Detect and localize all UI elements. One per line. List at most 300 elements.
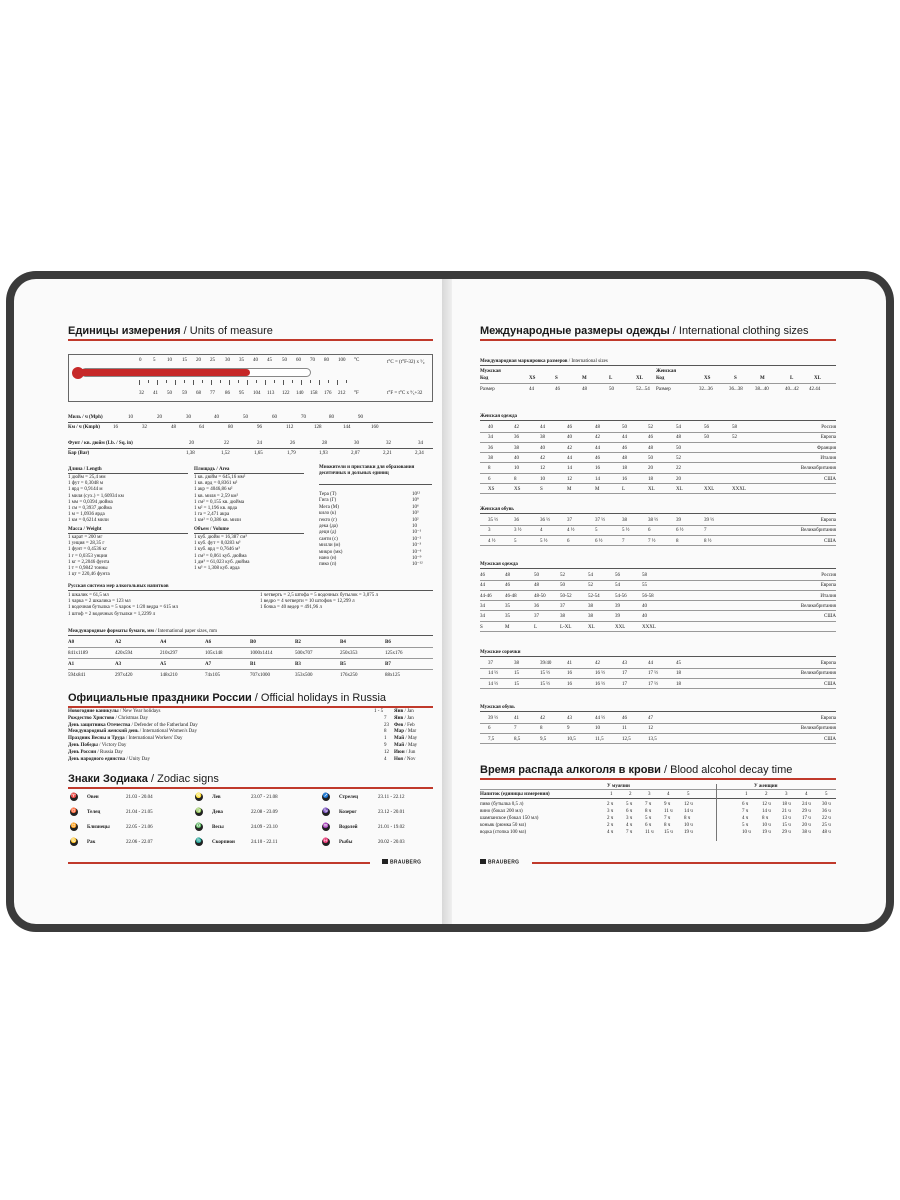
paper-format-name: B4 xyxy=(340,640,346,645)
fahrenheit-tick-label: 113 xyxy=(267,391,275,396)
length-title: Длина / Length xyxy=(68,467,102,472)
women_clothes-region: Италия xyxy=(820,455,836,461)
zodiac-sign-dates: 24.09 - 23.10 xyxy=(251,825,278,830)
thermometer-scale-tick xyxy=(283,380,284,385)
men_shirts-row-sep xyxy=(480,668,836,669)
alcohol-item: 1 ведро = 4 четверти = 10 штофов = 12,299 л xyxy=(260,599,355,605)
women_clothes-row-sep xyxy=(480,493,836,494)
men_shoes-cell: 42 xyxy=(540,716,545,721)
fahrenheit-tick-label: 212 xyxy=(338,391,346,396)
holiday-row xyxy=(68,716,148,721)
women_clothes-cell: 10 xyxy=(540,476,545,482)
prefix-name: нано (н) xyxy=(319,556,337,561)
holiday-month xyxy=(394,750,415,755)
women_clothes-row-sep xyxy=(480,442,836,443)
men_shirts-cell: 42 xyxy=(595,661,600,666)
men_shoes-cell: 46 xyxy=(622,716,627,721)
zodiac-sign-dates: 22.05 - 21.06 xyxy=(126,825,153,830)
paper-format-size: 210x297 xyxy=(160,651,178,656)
men_clothes-cell: 34 xyxy=(480,603,485,609)
holiday-row xyxy=(68,723,198,728)
women_clothes-cell: 38 xyxy=(540,435,545,441)
decay-men-value: 7 ч xyxy=(645,802,652,807)
mass-item: 1 т = 0,9842 тонны xyxy=(68,566,108,571)
men_clothes-title: Мужская одежда xyxy=(480,562,518,567)
prefix-name: пико (п) xyxy=(319,562,337,568)
women_clothes-row-sep xyxy=(480,432,836,433)
women_clothes-cell: 22 xyxy=(676,466,681,472)
celsius-tick-label: 0 xyxy=(139,358,142,363)
intl-men-code: L xyxy=(609,376,613,381)
paper-row-rule xyxy=(68,669,433,670)
zodiac-sign-dates: 21.03 - 20.04 xyxy=(126,795,153,800)
volume-title: Объем / Volume xyxy=(194,527,229,532)
men_clothes-cell: 56-58 xyxy=(642,593,654,599)
men_shoes-row-sep xyxy=(480,743,836,744)
paper-format-name: A0 xyxy=(68,640,75,645)
holiday-name: Международный женский день xyxy=(68,729,139,735)
paper-format-name: B3 xyxy=(295,662,301,667)
women_clothes-cell: 38 xyxy=(514,445,519,451)
men_clothes-cell: XXXL xyxy=(642,624,656,630)
area-item: 1 кв. дюйм = 645,16 мм² xyxy=(194,475,246,480)
men_shirts-cell: 16 xyxy=(567,671,572,677)
decay-women-value: 12 ч xyxy=(762,802,771,807)
pressure-bar-value: 1,38 xyxy=(186,451,195,456)
men_clothes-cell: 58 xyxy=(642,573,647,578)
decay-women-value: 38 ч xyxy=(802,830,811,835)
paper-format-name: A4 xyxy=(160,640,167,645)
intl-men-size: 46 xyxy=(555,387,560,392)
men_clothes-row-sep xyxy=(480,600,836,601)
prefix-factor: 10⁻⁶ xyxy=(412,549,422,555)
decay-women-kg: 4 xyxy=(805,792,808,797)
thermometer-scale-tick xyxy=(166,380,167,383)
pressure-bar-value: 2,21 xyxy=(383,451,392,456)
men_shoes-cell: 44 ½ xyxy=(595,716,605,721)
holiday-month xyxy=(394,757,416,762)
mass-item: 1 г = 0,0353 унции xyxy=(68,553,108,559)
thermometer-scale-tick xyxy=(148,380,149,383)
intl-women-size: 40...42 xyxy=(785,387,799,392)
women_clothes-region: Франция xyxy=(817,445,836,451)
men_shoes-row-sep xyxy=(480,733,836,734)
speed-kmph-value: 128 xyxy=(314,425,322,430)
women_clothes-cell: 50 xyxy=(676,445,681,451)
volume-item: 1 см³ = 0,061 куб. дюйма xyxy=(194,553,247,559)
mass-item: 1 цт = 220,46 фунта xyxy=(68,572,110,578)
decay-men-value: 15 ч xyxy=(664,830,673,835)
paper-format-size: 1000x1414 xyxy=(250,651,273,656)
pressure-psi-value: 32 xyxy=(386,441,391,446)
men_shoes-cell: 10 xyxy=(595,726,600,732)
men_clothes-cell: 37 xyxy=(560,603,565,609)
women_shoes-region: Великобритания xyxy=(800,528,836,534)
holiday-row xyxy=(68,750,123,755)
speed-kmph-value: 112 xyxy=(286,425,294,430)
thermometer-scale-tick xyxy=(274,380,275,383)
women_shoes-cell: 5 ½ xyxy=(622,528,630,534)
decay-sep-top xyxy=(480,789,836,790)
women_shoes-region: Европа xyxy=(820,518,836,523)
pressure-psi-value: 28 xyxy=(322,441,327,446)
men_clothes-row-sep xyxy=(480,590,836,591)
alcohol-item: 1 штоф = 2 водочных бутылки = 1,2299 л xyxy=(68,611,156,617)
zodiac-sign-dates: 23.11 - 22.12 xyxy=(378,795,405,800)
decay-men-kg: 3 xyxy=(648,792,651,797)
holiday-name-en: / Christmas Day xyxy=(114,715,149,721)
women_clothes-cell: 34 xyxy=(488,435,493,441)
women_clothes-cell: 16 xyxy=(622,476,627,482)
paper-title xyxy=(68,629,217,634)
holiday-day: 12 xyxy=(384,749,389,755)
women_clothes-cell: 46 xyxy=(567,425,572,430)
men_shirts-cell: 14 ½ xyxy=(488,671,498,677)
men_shirts-rule xyxy=(480,656,836,657)
alcohol-item: 1 четверть = 2,5 штофа = 5 водочных бутылок = 3,075 л xyxy=(260,593,378,598)
decay-title-ru: Время распада алкоголя в крови xyxy=(480,764,661,776)
notebook-cover xyxy=(6,271,894,932)
units-title-rule xyxy=(68,339,433,341)
thermometer-bulb xyxy=(72,367,84,379)
decay-men-value: 2 ч xyxy=(607,816,614,821)
decay-men-value: 2 ч xyxy=(607,823,614,828)
men_shoes-cell: 9,5 xyxy=(540,736,547,742)
women_shoes-cell: 4 ½ xyxy=(567,528,575,534)
fahrenheit-tick-label: 32 xyxy=(139,391,144,396)
women_clothes-row-sep xyxy=(480,462,836,463)
holiday-name-en: / International Workers' Day xyxy=(124,736,183,742)
decay-women-kg: 2 xyxy=(765,792,768,797)
intl-women-size: 36...38 xyxy=(729,387,743,392)
men_shoes-rule xyxy=(480,711,836,712)
zodiac-sign-name: Стрелец xyxy=(339,795,358,800)
decay-rule xyxy=(480,778,836,780)
thermometer-scale-tick xyxy=(139,380,140,385)
holiday-name: День народного единства xyxy=(68,756,126,762)
thermometer-scale-tick xyxy=(310,380,311,383)
speed-kmph-value: 16 xyxy=(113,425,118,430)
thermometer-scale-tick xyxy=(229,380,230,385)
holiday-month xyxy=(394,743,417,748)
men_shoes-cell: 6 xyxy=(488,726,491,732)
women_clothes-cell: 18 xyxy=(648,476,653,482)
zodiac-sign-name: Близнецы xyxy=(87,825,110,830)
decay-men-value: 7 ч xyxy=(626,830,633,835)
celsius-tick-label: 40 xyxy=(253,358,258,363)
prefix-name: Мега (М) xyxy=(319,504,339,510)
area-item: 1 м² = 1,196 кв. ярда xyxy=(194,506,238,511)
holiday-month-en: / May xyxy=(404,736,418,742)
decay-women-value: 22 ч xyxy=(822,816,831,821)
zodiac-sign-name: Рак xyxy=(87,840,96,845)
speed-mph-value: 60 xyxy=(272,415,277,420)
holiday-month-en: / Feb xyxy=(403,722,415,728)
speed-mph-value: 40 xyxy=(214,415,219,420)
paper-format-size: 707x1000 xyxy=(250,673,270,678)
women_clothes-cell: 10 xyxy=(514,466,519,472)
pressure-label-psi: Фунт / кв. дюйм (Lb. / Sq. in) xyxy=(68,441,133,446)
decay-women-value: 25 ч xyxy=(822,823,831,828)
speed-rule xyxy=(68,422,433,423)
decay-women-value: 13 ч xyxy=(782,816,791,821)
volume-item: 1 дм³ = 61,023 куб. дюйма xyxy=(194,559,250,565)
holiday-month xyxy=(394,709,414,714)
decay-women-value: 5 ч xyxy=(742,823,749,828)
decay-men-value: 2 ч xyxy=(607,802,614,807)
holiday-name-en: / New Year holidays xyxy=(118,709,161,714)
women_clothes-cell: 44 xyxy=(540,425,545,430)
zodiac-sign-icon: ♏ xyxy=(195,839,203,844)
zodiac-sign-name: Козерог xyxy=(339,810,357,815)
pressure-psi-value: 34 xyxy=(418,441,423,446)
decay-women-value: 36 ч xyxy=(822,809,831,814)
prefix-title: Множители и приставки для образования десятичных и дольных единиц xyxy=(319,465,415,477)
decay-men-value: 5 ч xyxy=(645,816,652,821)
zodiac-sign-dates: 23.12 - 20.01 xyxy=(378,810,405,815)
fahrenheit-tick-label: 140 xyxy=(296,391,304,396)
zodiac-sign-icon: ♓ xyxy=(322,839,330,844)
men_clothes-cell: 40 xyxy=(642,603,647,609)
intl-women-code: XS xyxy=(704,376,711,381)
holidays-title-ru: Официальные праздники России xyxy=(68,692,252,704)
zodiac-sign-icon: ♊ xyxy=(70,824,78,829)
men_shoes-cell: 11 xyxy=(622,726,627,732)
women_shoes-cell: 6 xyxy=(648,528,651,534)
alcohol-item: 1 чарка = 2 шкалика = 123 мл xyxy=(68,599,131,605)
decay-women-kg: 5 xyxy=(825,792,828,797)
women_clothes-cell: 48 xyxy=(622,455,627,461)
zodiac-sign-name: Телец xyxy=(87,810,101,815)
women_clothes-cell: 20 xyxy=(676,476,681,482)
volume-item: 1 куб. фут = 0,0283 м³ xyxy=(194,541,241,547)
women_clothes-cell: 46 xyxy=(595,455,600,461)
decay-women-value: 10 ч xyxy=(762,823,771,828)
area-item: 1 акр = 4046,86 м² xyxy=(194,487,233,493)
women_clothes-cell: 38 xyxy=(488,455,493,461)
decay-women-kg: 3 xyxy=(785,792,788,797)
speed-mph-value: 30 xyxy=(186,415,191,420)
men_shoes-cell: 12 xyxy=(648,726,653,732)
women_shoes-cell: 37 ½ xyxy=(595,518,605,523)
women_clothes-cell: XXXL xyxy=(732,486,746,492)
holiday-month-ru: Ноя xyxy=(394,756,403,762)
decay-men-value: 4 ч xyxy=(607,830,614,835)
men_shoes-cell: 39 ½ xyxy=(488,716,498,721)
decay-women-value: 30 ч xyxy=(822,802,831,807)
men_clothes-row-sep xyxy=(480,621,836,622)
men_clothes-cell: 54 xyxy=(615,583,620,589)
alcohol-rule xyxy=(68,590,433,591)
women_clothes-cell: 42 xyxy=(540,455,545,461)
speed-mph-value: 20 xyxy=(157,415,162,420)
men_shoes-cell: 8,5 xyxy=(514,736,521,742)
women_shoes-cell: 3 ½ xyxy=(514,528,522,534)
women_shoes-cell: 8 ½ xyxy=(704,538,712,544)
zodiac-sign-icon: ♒ xyxy=(322,824,330,829)
decay-women-value: 20 ч xyxy=(802,823,811,828)
decay-men-kg: 1 xyxy=(610,792,613,797)
men_shirts-cell: 17 ½ xyxy=(648,681,658,687)
zodiac-title xyxy=(68,773,219,785)
brand-logo-left: BRAUBERG xyxy=(382,859,421,866)
intl-men-size: 44 xyxy=(529,387,534,392)
decay-women-value: 21 ч xyxy=(782,809,791,814)
women_shoes-cell: 38 xyxy=(622,518,627,523)
men_clothes-cell: 38 xyxy=(588,614,593,620)
holiday-month-en: / Jan xyxy=(403,715,414,721)
pressure-psi-value: 30 xyxy=(354,441,359,446)
men_clothes-cell: 52 xyxy=(560,573,565,578)
women_shoes-cell: 38 ½ xyxy=(648,518,658,523)
intl-women-size: 32...36 xyxy=(699,387,713,392)
women_clothes-cell: 14 xyxy=(567,466,572,472)
men_shoes-region: Европа xyxy=(820,716,836,721)
intl-women-code: S xyxy=(734,376,737,381)
thermometer-scale-tick xyxy=(220,380,221,383)
women_shoes-cell: 5 xyxy=(595,528,598,534)
women_clothes-cell: 44 xyxy=(622,435,627,441)
women_clothes-cell: 44 xyxy=(595,445,600,451)
decay-drink: пиво (бутылка 0,5 л) xyxy=(480,802,524,807)
women_clothes-cell: 52 xyxy=(648,425,653,430)
men_shirts-region: Великобритания xyxy=(800,671,836,677)
men_clothes-cell: 50 xyxy=(560,583,565,589)
men_clothes-cell: 46 xyxy=(480,573,485,578)
thermometer-scale-tick xyxy=(328,380,329,383)
men_clothes-cell: 38 xyxy=(560,614,565,620)
prefix-factor: 10⁹ xyxy=(412,498,419,504)
decay-women-value: 19 ч xyxy=(762,830,771,835)
men_clothes-cell: 48 xyxy=(534,583,539,589)
men_clothes-cell: 50-52 xyxy=(560,593,572,599)
zodiac-sign-icon: ♎ xyxy=(195,824,203,829)
decay-women-value: 48 ч xyxy=(822,830,831,835)
holidays-title xyxy=(68,692,386,704)
holiday-month-ru: Фев xyxy=(394,722,404,728)
prefix-name: милли (м) xyxy=(319,543,341,549)
women_clothes-cell: 16 xyxy=(595,466,600,472)
men_clothes-cell: S xyxy=(480,624,483,630)
speed-mph-value: 70 xyxy=(301,415,306,420)
intl-head-size: Размер xyxy=(480,387,495,392)
paper-rule xyxy=(68,635,433,636)
holiday-name: Праздник Весны и Труда xyxy=(68,736,125,742)
intl-women-size: 42.44 xyxy=(809,387,821,392)
formula-fahrenheit: t°F = t°C x ⁹⁄₅+32 xyxy=(387,391,423,396)
holiday-month-ru: Май xyxy=(394,743,405,748)
men_shirts-cell: 15 xyxy=(514,681,519,687)
decay-men-value: 8 ч xyxy=(664,823,671,828)
women_shoes-title: Женская обувь xyxy=(480,507,514,512)
thermometer-scale-tick xyxy=(292,380,293,383)
men_clothes-region: Россия xyxy=(821,573,836,578)
paper-format-name: B0 xyxy=(250,640,256,645)
pressure-bar-value: 1,65 xyxy=(254,451,263,456)
women_shoes-cell: 6 ½ xyxy=(676,528,684,534)
decay-men-value: 7 ч xyxy=(664,816,671,821)
women_clothes-cell: XL xyxy=(676,486,683,492)
decay-men-value: 6 ч xyxy=(645,823,652,828)
men_shirts-cell: 15 ½ xyxy=(540,671,550,677)
decay-women-label: У женщин xyxy=(754,784,778,789)
zodiac-sign-name: Рыбы xyxy=(339,840,353,845)
holiday-name-en: / International Women's Day xyxy=(138,729,197,735)
celsius-tick-label: 20 xyxy=(196,358,201,363)
decay-men-kg: 2 xyxy=(629,792,632,797)
men_clothes-region: Великобритания xyxy=(800,603,836,609)
holiday-name: День России xyxy=(68,749,97,755)
holiday-month-ru: Июн xyxy=(394,749,405,755)
clothing-title-en: / International clothing sizes xyxy=(669,325,809,337)
decay-men-value: 14 ч xyxy=(684,809,693,814)
zodiac-sign-icon: ♍ xyxy=(195,809,203,814)
women_clothes-region: Россия xyxy=(821,425,836,430)
men_clothes-region: Европа xyxy=(820,583,836,589)
men_shirts-cell: 43 xyxy=(622,661,627,666)
paper-title-en: / International paper sizes, mm xyxy=(153,629,217,634)
prefix-name: Гига (Г) xyxy=(319,498,337,504)
thermometer-scale-tick xyxy=(211,380,212,385)
paper-format-size: 353x500 xyxy=(295,673,313,678)
zodiac-sign-icon: ♋ xyxy=(70,839,78,844)
women_shoes-cell: 7 xyxy=(704,528,707,534)
holiday-day: 8 xyxy=(384,729,387,735)
women_clothes-cell: 6 xyxy=(488,476,491,482)
fahrenheit-tick-label: 41 xyxy=(153,391,158,396)
zodiac-sign-icon: ♌ xyxy=(195,794,203,799)
celsius-tick-label: 45 xyxy=(267,358,272,363)
women_clothes-cell: XS xyxy=(514,486,521,492)
paper-format-size: 841x1189 xyxy=(68,651,88,656)
women_shoes-cell: 37 xyxy=(567,518,572,523)
holiday-month-ru: Янв xyxy=(394,709,404,714)
intl-head-code: Код xyxy=(480,376,489,381)
intl-men-code: XS xyxy=(529,376,536,381)
women_clothes-cell: 42 xyxy=(514,425,519,430)
zodiac-sign-name: Водолей xyxy=(339,825,358,830)
decay-women-value: 6 ч xyxy=(742,802,749,807)
holiday-month-en: / May xyxy=(404,743,418,748)
men_clothes-row-sep xyxy=(480,631,836,632)
fahrenheit-tick-label: 158 xyxy=(310,391,318,396)
fahrenheit-tick-label: 104 xyxy=(253,391,261,396)
holiday-name-en: / Victory Day xyxy=(97,743,127,748)
paper-format-name: A5 xyxy=(160,662,167,667)
prefix-factor: 10² xyxy=(412,517,419,523)
intl-women-code: XL xyxy=(814,376,821,381)
women_clothes-cell: S xyxy=(540,486,543,492)
men_clothes-cell: 46 xyxy=(505,583,510,589)
men_shirts-cell: 37 xyxy=(488,661,493,666)
women_clothes-cell: 36 xyxy=(488,445,493,451)
decay-men-value: 3 ч xyxy=(607,809,614,814)
units-title-en: / Units of measure xyxy=(180,325,273,337)
men_shirts-cell: 14 ½ xyxy=(488,681,498,687)
men_clothes-cell: XL xyxy=(588,624,595,630)
women_clothes-cell: 8 xyxy=(514,476,517,482)
prefix-factor: 10³ xyxy=(412,511,419,517)
formula-celsius: t°C = (t°F-32) x ⁵⁄₉ xyxy=(387,360,425,365)
decay-drink: вино (бокал 200 мл) xyxy=(480,809,523,814)
decay-women-value: 17 ч xyxy=(802,816,811,821)
men_clothes-cell: M xyxy=(505,624,510,630)
intl-men-code: S xyxy=(555,376,558,381)
women_shoes-cell: 4 ½ xyxy=(488,538,496,544)
celsius-tick-label: 15 xyxy=(182,358,187,363)
prefix-factor: 10¹² xyxy=(412,492,420,497)
women_shoes-cell: 3 xyxy=(488,528,491,534)
